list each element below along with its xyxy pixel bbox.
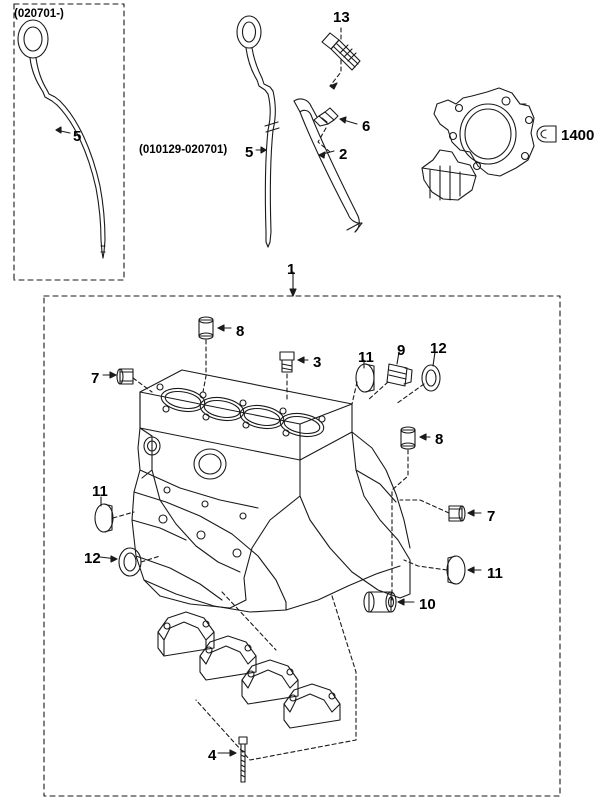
cylinder-block: [132, 370, 410, 612]
seal-1400: [537, 126, 556, 142]
cap-11-top: [356, 364, 374, 392]
callout-11-top: 11: [358, 349, 374, 366]
leader-7-right-dash: [400, 500, 449, 513]
callout-9: 9: [397, 342, 406, 359]
callout-5-mid: 5: [245, 144, 254, 161]
inset-box-new-dipstick: [14, 4, 124, 280]
arrow-5-mid: [261, 147, 266, 153]
callout-2: 2: [339, 146, 348, 163]
dipstick-tube: [294, 99, 362, 232]
arrow-13: [330, 83, 337, 89]
callout-11-left: 11: [92, 483, 108, 500]
callout-13: 13: [333, 9, 350, 26]
arrow-4: [230, 750, 236, 756]
side-plug-guides: [352, 382, 424, 404]
callout-5-left: 5: [73, 128, 82, 145]
leader-7-left-dash: [133, 378, 152, 392]
cap-11-left: [95, 504, 113, 532]
dipstick-new: [18, 20, 105, 258]
label-dipstick-new-range: (020701-): [14, 8, 64, 20]
arrow-8-right: [420, 434, 426, 440]
callout-8-top: 8: [236, 323, 245, 340]
leader-6-dash: [318, 128, 330, 152]
callout-12-top: 12: [430, 340, 447, 357]
sensor-3: [280, 352, 294, 372]
leader-8-top-dash: [203, 340, 206, 392]
arrow-11-right: [468, 567, 474, 573]
cap-11-right: [447, 556, 465, 584]
callout-7-left: 7: [91, 370, 100, 387]
plug-7-left: [117, 369, 133, 384]
bushing-10: [364, 592, 396, 612]
arrow-1: [290, 289, 296, 296]
fitting-6: [314, 108, 338, 126]
arrow-7-left: [110, 372, 116, 378]
arrow-3: [298, 357, 304, 363]
callout-6: 6: [362, 118, 371, 135]
callout-10: 10: [419, 596, 436, 613]
arrow-10: [398, 599, 404, 605]
dowel-8-right: [401, 427, 415, 449]
plug-9: [387, 364, 412, 386]
part-number-1400: 1400: [561, 127, 595, 144]
arrow-12-left: [111, 556, 117, 562]
label-dipstick-old-range: (010129-020701): [139, 144, 228, 156]
arrow-6: [340, 117, 346, 123]
dipstick-old: [237, 16, 279, 247]
main-dashed-box: [44, 296, 560, 796]
callout-8-right: 8: [435, 431, 444, 448]
bolt-4: [239, 737, 247, 782]
arrow-7-right: [468, 510, 474, 516]
arrow-8-top: [218, 325, 224, 331]
front-cover-assembly: [422, 88, 534, 200]
dowel-8-top: [199, 317, 213, 339]
arrow-5-left: [56, 127, 61, 133]
cap-guides: [196, 592, 356, 760]
callout-1: 1: [287, 261, 296, 278]
leader-13b: [330, 60, 341, 86]
cap-12-top: [422, 365, 440, 391]
callout-7-right: 7: [487, 508, 496, 525]
callout-11-right: 11: [487, 565, 503, 582]
callout-3: 3: [313, 354, 322, 371]
leader-11-left-dash: [113, 512, 134, 518]
callout-4: 4: [208, 747, 217, 764]
plug-7-right: [449, 506, 465, 521]
callout-12-left: 12: [84, 550, 101, 567]
main-bearing-caps: [158, 612, 340, 728]
